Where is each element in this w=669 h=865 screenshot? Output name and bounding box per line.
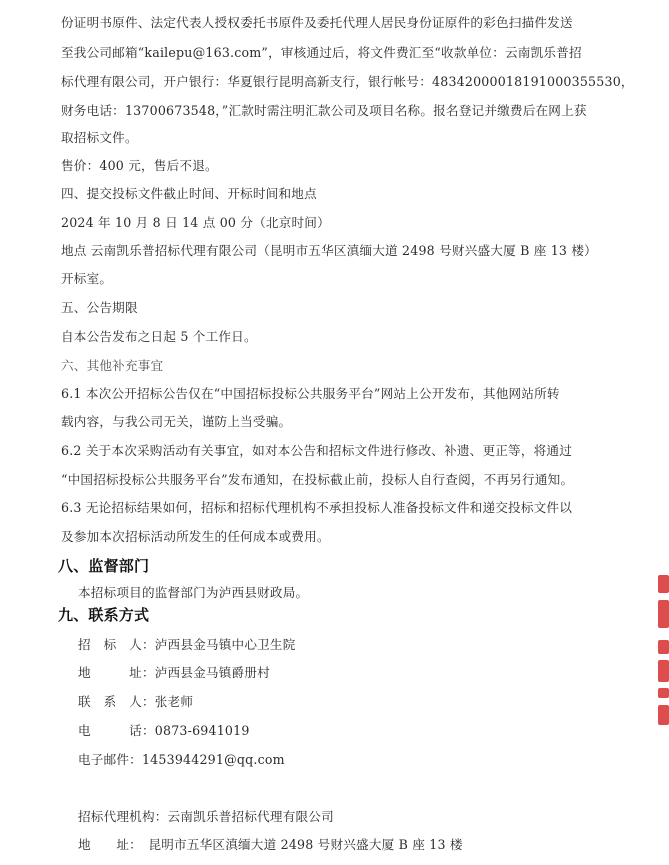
body-line: 份证明书原件、法定代表人授权委托书原件及委托代理人居民身份证原件的彩色扫描件发送 [61, 15, 573, 30]
seal-stamp-fragment [658, 660, 669, 682]
body-line: 载内容，与我公司无关，谨防上当受骗。 [61, 414, 292, 429]
seal-stamp-fragment [658, 705, 669, 725]
section-heading-4: 四、提交投标文件截止时间、开标时间和地点 [61, 186, 317, 201]
body-line: 取招标文件。 [61, 130, 138, 145]
agency-name: 招标代理机构：云南凯乐普招标代理有限公司 [78, 809, 334, 824]
body-line: 标代理有限公司，开户银行：华夏银行昆明高新支行，银行帐号：48342000018191000355530， [61, 74, 634, 89]
section-8-heading: 八、监督部门 [58, 557, 150, 575]
body-line: 开标室。 [61, 271, 113, 286]
clause-6-1: 6.1 本次公开招标公告仅在“中国招标投标公共服务平台”网站上公开发布，其他网站所转 [61, 386, 560, 401]
clause-6-2: 6.2 关于本次采购活动有关事宜，如对本公告和招标文件进行修改、补遗、更正等，将通过 [61, 443, 572, 458]
agency-address: 地 址： 昆明市五华区滇缅大道 2498 号财兴盛大厦 B 座 13 楼 [78, 837, 463, 852]
supervision-text: 本招标项目的监督部门为泸西县财政局。 [78, 585, 309, 600]
location-line: 地点 云南凯乐普招标代理有限公司（昆明市五华区滇缅大道 2498 号财兴盛大厦 B 座 13 楼） [61, 243, 597, 258]
contact-address: 地 址：泸西县金马镇爵册村 [78, 665, 270, 680]
deadline-line: 2024 年 10 月 8 日 14 点 00 分（北京时间） [61, 215, 330, 230]
section-heading-6: 六、其他补充事宜 [61, 358, 164, 373]
contact-email: 电子邮件：1453944291@qq.com [78, 752, 285, 767]
body-line: 自本公告发布之日起 5 个工作日。 [61, 329, 257, 344]
body-line: 至我公司邮箱“kailepu@163.com”，审核通过后，将文件费汇至“收款单位：云南凯乐普招 [61, 45, 582, 60]
seal-stamp-fragment [658, 600, 669, 628]
seal-stamp-fragment [658, 575, 669, 593]
clause-6-3: 6.3 无论招标结果如何，招标和招标代理机构不承担投标人准备投标文件和递交投标文件以 [61, 500, 572, 515]
body-line: 财务电话：13700673548，”汇款时需注明汇款公司及项目名称。报名登记并缴费后在网上获 [61, 103, 587, 118]
section-heading-5: 五、公告期限 [61, 300, 138, 315]
seal-stamp-fragment [658, 688, 669, 698]
contact-person: 联 系 人：张老师 [78, 694, 194, 709]
body-line: “中国招标投标公共服务平台”发布通知，在投标截止前，投标人自行查阅，不再另行通知。 [61, 472, 574, 487]
price-line: 售价：400 元，售后不退。 [61, 158, 218, 173]
section-9-heading: 九、联系方式 [58, 606, 150, 624]
contact-phone: 电 话：0873-6941019 [78, 723, 250, 738]
seal-stamp-fragment [658, 640, 669, 654]
body-line: 及参加本次招标活动所发生的任何成本或费用。 [61, 529, 330, 544]
contact-tenderer: 招 标 人：泸西县金马镇中心卫生院 [78, 637, 296, 652]
